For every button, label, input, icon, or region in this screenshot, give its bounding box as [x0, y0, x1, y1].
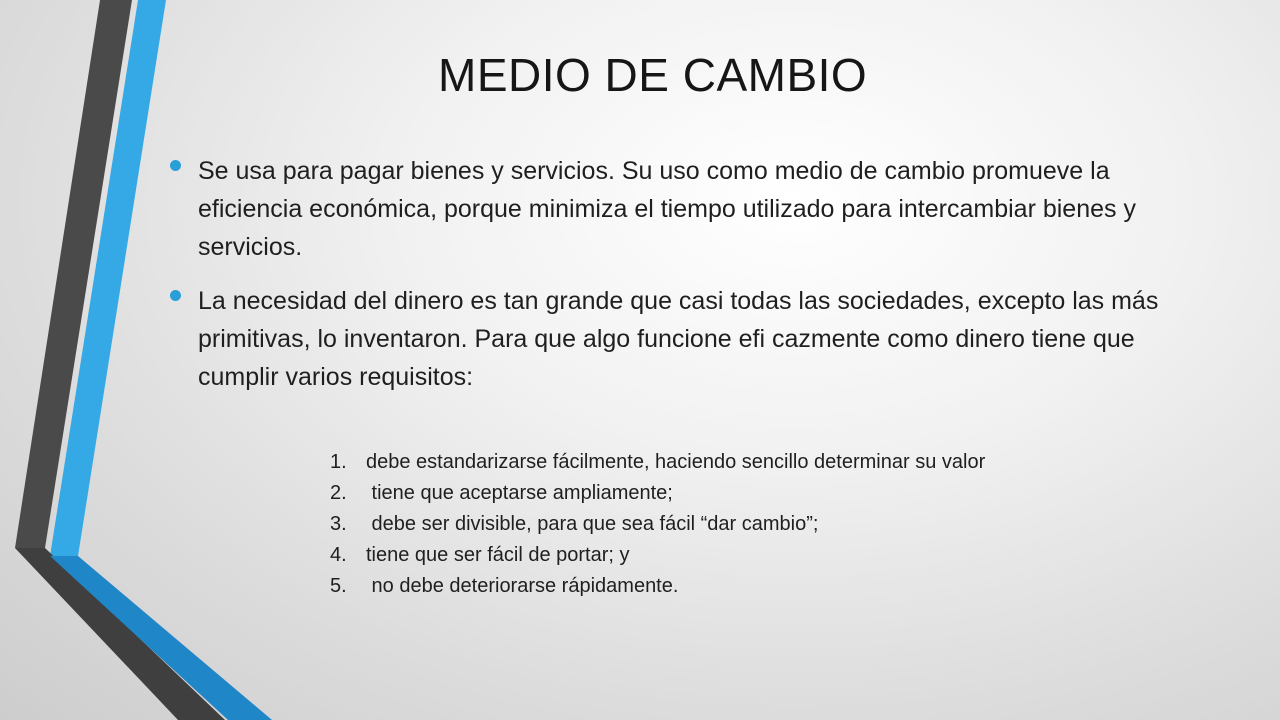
requirement-item — [330, 447, 985, 478]
requirement-number: 4. — [330, 544, 347, 566]
bullet-text: La necesidad del dinero es tan grande que casi todas las sociedades, excepto las más primitivas, lo inventaron. Para que algo funcione efi cazmente como dinero tiene que cumplir varios requisitos: — [198, 287, 1159, 391]
bullet-list — [158, 152, 1218, 412]
requirement-text: no debe deteriorarse rápidamente. — [366, 575, 679, 597]
bullet-item — [158, 152, 1218, 266]
dark-stripe-diagonal — [15, 548, 225, 720]
requirement-number: 1. — [330, 451, 347, 473]
requirement-number: 2. — [330, 482, 347, 504]
requirement-item — [330, 509, 985, 540]
bullet-text: Se usa para pagar bienes y servicios. Su uso como medio de cambio promueve la eficiencia económica, porque minimiza el tiempo utilizado para intercambiar bienes y servicios. — [198, 157, 1136, 261]
requirements-list — [330, 447, 985, 602]
bullet-item — [158, 282, 1218, 396]
requirement-text: debe estandarizarse fácilmente, haciendo sencillo determinar su valor — [366, 451, 986, 473]
requirement-text: tiene que ser fácil de portar; y — [366, 544, 630, 566]
bullet-dot-icon — [170, 290, 181, 301]
requirement-item — [330, 571, 985, 602]
requirement-item — [330, 478, 985, 509]
bullet-dot-icon — [170, 160, 181, 171]
requirement-text: tiene que aceptarse ampliamente; — [366, 482, 673, 504]
requirement-number: 5. — [330, 575, 347, 597]
requirement-item — [330, 540, 985, 571]
requirement-text: debe ser divisible, para que sea fácil “dar cambio”; — [366, 513, 819, 535]
requirement-number: 3. — [330, 513, 347, 535]
slide-title: MEDIO DE CAMBIO — [438, 49, 868, 101]
